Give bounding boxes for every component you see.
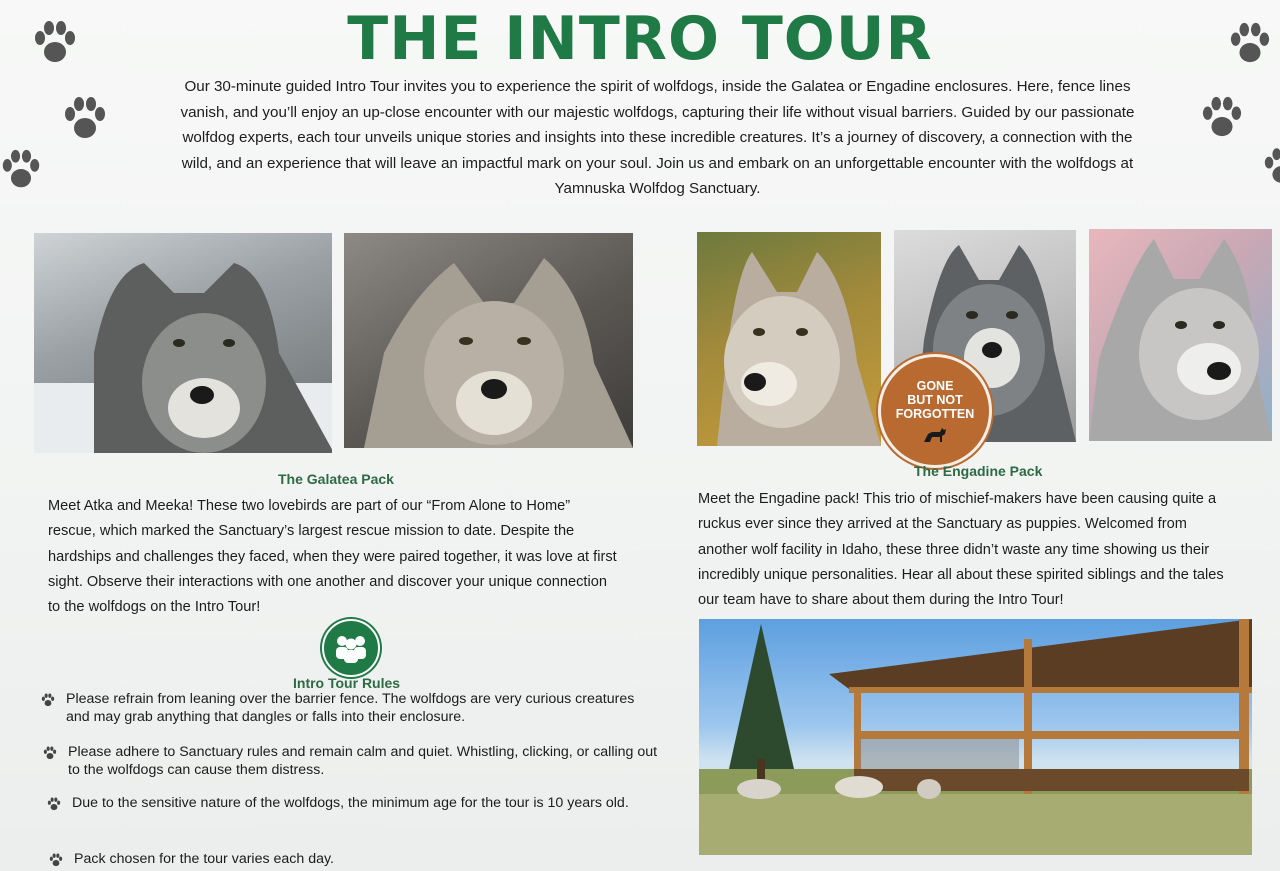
badge-line-2: BUT NOT	[907, 392, 963, 407]
rule-text: Please refrain from leaning over the barrier fence. The wolfdogs are very curious creatures and may grab anything that dangles or falls into their enclosure.	[66, 691, 635, 725]
paw-print-icon	[0, 144, 42, 194]
paw-print-icon	[1262, 144, 1280, 188]
paw-bullet-icon	[46, 796, 62, 812]
wolf-silhouette-icon	[922, 424, 948, 444]
wolf-photo-meeka	[344, 233, 633, 448]
rule-item	[74, 850, 654, 868]
memorial-badge	[878, 354, 992, 468]
rule-item	[68, 743, 658, 779]
wolf-photo-engadine-1	[697, 232, 881, 446]
paw-bullet-icon	[42, 745, 58, 761]
badge-line-1: GONE	[916, 378, 954, 393]
galatea-caption: The Galatea Pack	[278, 471, 394, 487]
rule-item	[66, 690, 656, 726]
paw-bullet-icon	[48, 852, 64, 868]
wolf-photo-atka	[34, 233, 332, 453]
rule-text: Pack chosen for the tour varies each day.	[74, 851, 334, 867]
rule-text: Due to the sensitive nature of the wolfdogs, the minimum age for the tour is 10 years old.	[72, 795, 629, 811]
intro-paragraph: Our 30-minute guided Intro Tour invites you to experience the spirit of wolfdogs, inside the Galatea or Engadine enclosures. Here, fence lines vanish, and you’ll enjoy an up-close encounter with our majestic wolfdogs, capturing their life without visual barriers. Guided by our passionate wolfdog experts, each tour unveils unique stories and insights into these incredible creatures. It’s a journey of discovery, a connection with the wild, and an experience that will leave an impactful mark on your soul. Join us and embark on an unforgettable encounter with the wolfdogs at Yamnuska Wolfdog Sanctuary.	[180, 78, 1135, 198]
engadine-description: Meet the Engadine pack! This trio of mischief-makers have been causing quite a ruckus ever since they arrived at the Sanctuary as puppies. Welcomed from another wolf facility in Idaho, these three didn’t waste any time showing us their incredibly unique personalities. Hear all about these spirited siblings and the tales our team have to share about them during the Intro Tour!	[698, 491, 1224, 609]
paw-print-icon	[62, 92, 108, 144]
rule-text: Please adhere to Sanctuary rules and remain calm and quiet. Whistling, clicking, or calling out to the wolfdogs can cause them distress.	[68, 744, 658, 778]
paw-print-icon	[1200, 92, 1244, 142]
enclosure-photo	[699, 619, 1252, 855]
wolf-photo-engadine-3	[1089, 229, 1272, 441]
rules-title: Intro Tour Rules	[293, 675, 401, 691]
badge-line-3: FORGOTTEN	[895, 406, 975, 421]
page-title: THE INTRO TOUR	[347, 4, 933, 74]
group-icon	[322, 619, 380, 677]
engadine-caption: The Engadine Pack	[914, 463, 1043, 479]
rule-item	[72, 794, 652, 812]
paw-bullet-icon	[40, 692, 56, 708]
galatea-description: Meet Atka and Meeka! These two lovebirds are part of our “From Alone to Home” rescue, which marked the Sanctuary’s largest rescue mission to date. Despite the hardships and challenges they faced, when they were paired together, it was love at first sight. Observe their interactions with one another and discover your unique connection to the wolfdogs on the Intro Tour!	[48, 498, 617, 616]
